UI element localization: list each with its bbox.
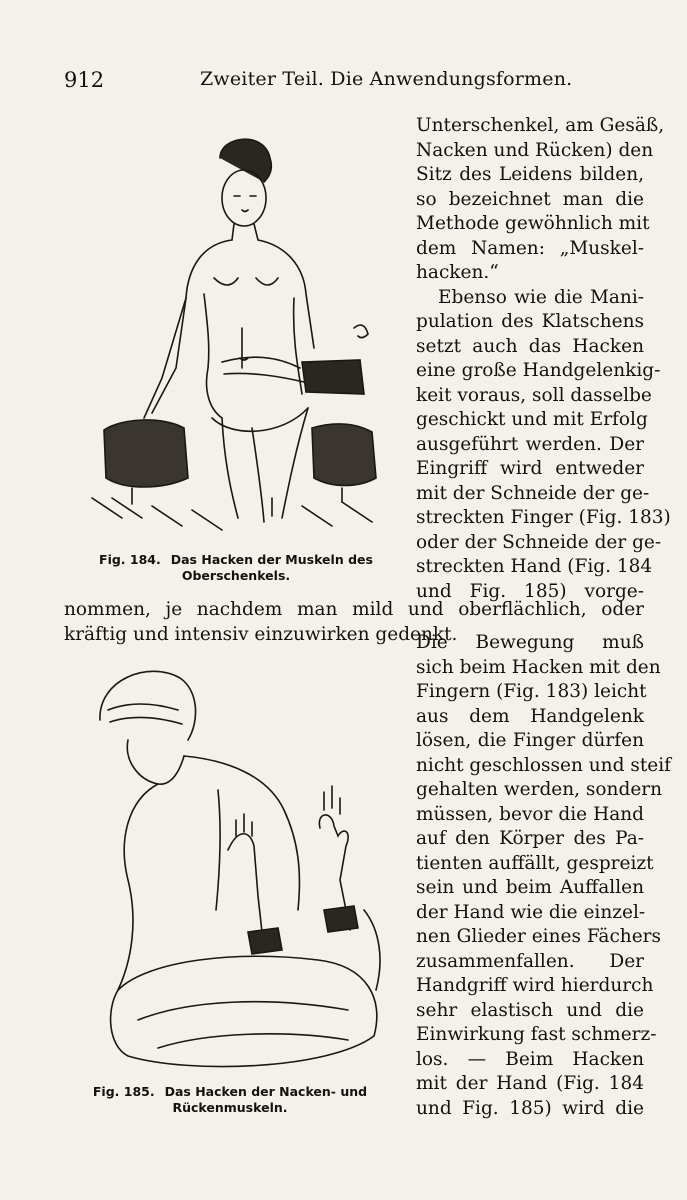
text-line: und Fig. 185) wird die <box>416 1097 644 1119</box>
text-line: Unterschenkel, am Gesäß, <box>416 115 665 136</box>
text-line: geschickt und mit Erfolg <box>416 409 648 430</box>
page-header <box>64 68 647 98</box>
text-line: kräftig und intensiv einzuwirken gedenkt. <box>64 623 458 645</box>
text-line: Einwirkung fast schmerz- <box>416 1024 657 1045</box>
figure-185-illustration <box>88 660 388 1080</box>
text-line: eine große Handgelenkig- <box>416 360 661 381</box>
text-line: Nacken und Rücken) den <box>416 139 654 161</box>
text-line: tienten auffällt, gespreizt <box>416 852 654 874</box>
text-line: Handgriff wird hierdurch <box>416 975 654 996</box>
text-line: nicht geschlossen und steif <box>416 754 671 776</box>
text-line: Ebenso wie die Mani- <box>438 286 644 308</box>
text-line: lösen, die Finger dürfen <box>416 730 644 751</box>
text-line: der Hand wie die einzel- <box>416 901 646 923</box>
text-line: sich beim Hacken mit den <box>416 656 661 678</box>
text-line: sein und beim Auffallen <box>416 877 644 898</box>
text-line: streckten Hand (Fig. 184 <box>416 556 653 577</box>
text-line: gehalten werden, sondern <box>416 779 663 800</box>
figure-185-caption <box>60 1084 400 1116</box>
figure-184-caption-text: Das Hacken der Muskeln des Oberschenkels. <box>170 552 373 583</box>
text-line: hacken.“ <box>416 262 499 283</box>
text-line: keit voraus, soll dasselbe <box>416 384 652 406</box>
text-line: auf den Körper des Pa- <box>416 828 644 849</box>
text-line: mit der Hand (Fig. 184 <box>416 1073 644 1094</box>
running-head: Zweiter Teil. Die Anwendungsformen. <box>200 68 573 90</box>
page-number: 912 <box>64 68 105 92</box>
text-line: los. — Beim Hacken <box>416 1048 644 1070</box>
text-line: so bezeichnet man die <box>416 188 644 210</box>
body-text-right-column-lower <box>416 631 671 1121</box>
text-line: aus dem Handgelenk <box>416 705 644 727</box>
text-line: streckten Finger (Fig. 183) <box>416 507 671 528</box>
text-line: müssen, bevor die Hand <box>416 803 644 825</box>
text-line: Eingriff wird entweder <box>416 458 644 479</box>
body-text-right-column-upper <box>416 114 671 604</box>
text-line: ausgeführt werden. Der <box>416 433 644 455</box>
text-line: Fingern (Fig. 183) leicht <box>416 681 647 702</box>
figure-185-caption-text: Das Hacken der Nacken- und Rückenmuskeln. <box>164 1084 368 1115</box>
text-line: Methode gewöhnlich mit <box>416 213 650 234</box>
text-line: zusammenfallen. Der <box>416 950 644 972</box>
text-line: Die Bewegung muß <box>416 632 644 653</box>
text-line: setzt auch das Hacken <box>416 335 644 357</box>
figure-185-label: Fig. 185. <box>92 1084 155 1099</box>
text-line: sehr elastisch und die <box>416 999 644 1021</box>
text-line: oder der Schneide der ge- <box>416 531 662 553</box>
figure-184-caption <box>66 552 406 584</box>
text-line: mit der Schneide der ge- <box>416 482 650 504</box>
text-line: und Fig. 185) vorge- <box>416 580 644 602</box>
text-line: Sitz des Leidens bilden, <box>416 164 644 185</box>
text-line: nommen, je nachdem man mild und oberflächlich, oder <box>64 599 644 620</box>
text-line: nen Glieder eines Fächers <box>416 926 662 947</box>
figure-184-label: Fig. 184. <box>99 552 161 567</box>
text-line: pulation des Klatschens <box>416 311 644 332</box>
figure-184-illustration <box>92 118 392 538</box>
text-line: dem Namen: „Muskel- <box>416 237 644 259</box>
